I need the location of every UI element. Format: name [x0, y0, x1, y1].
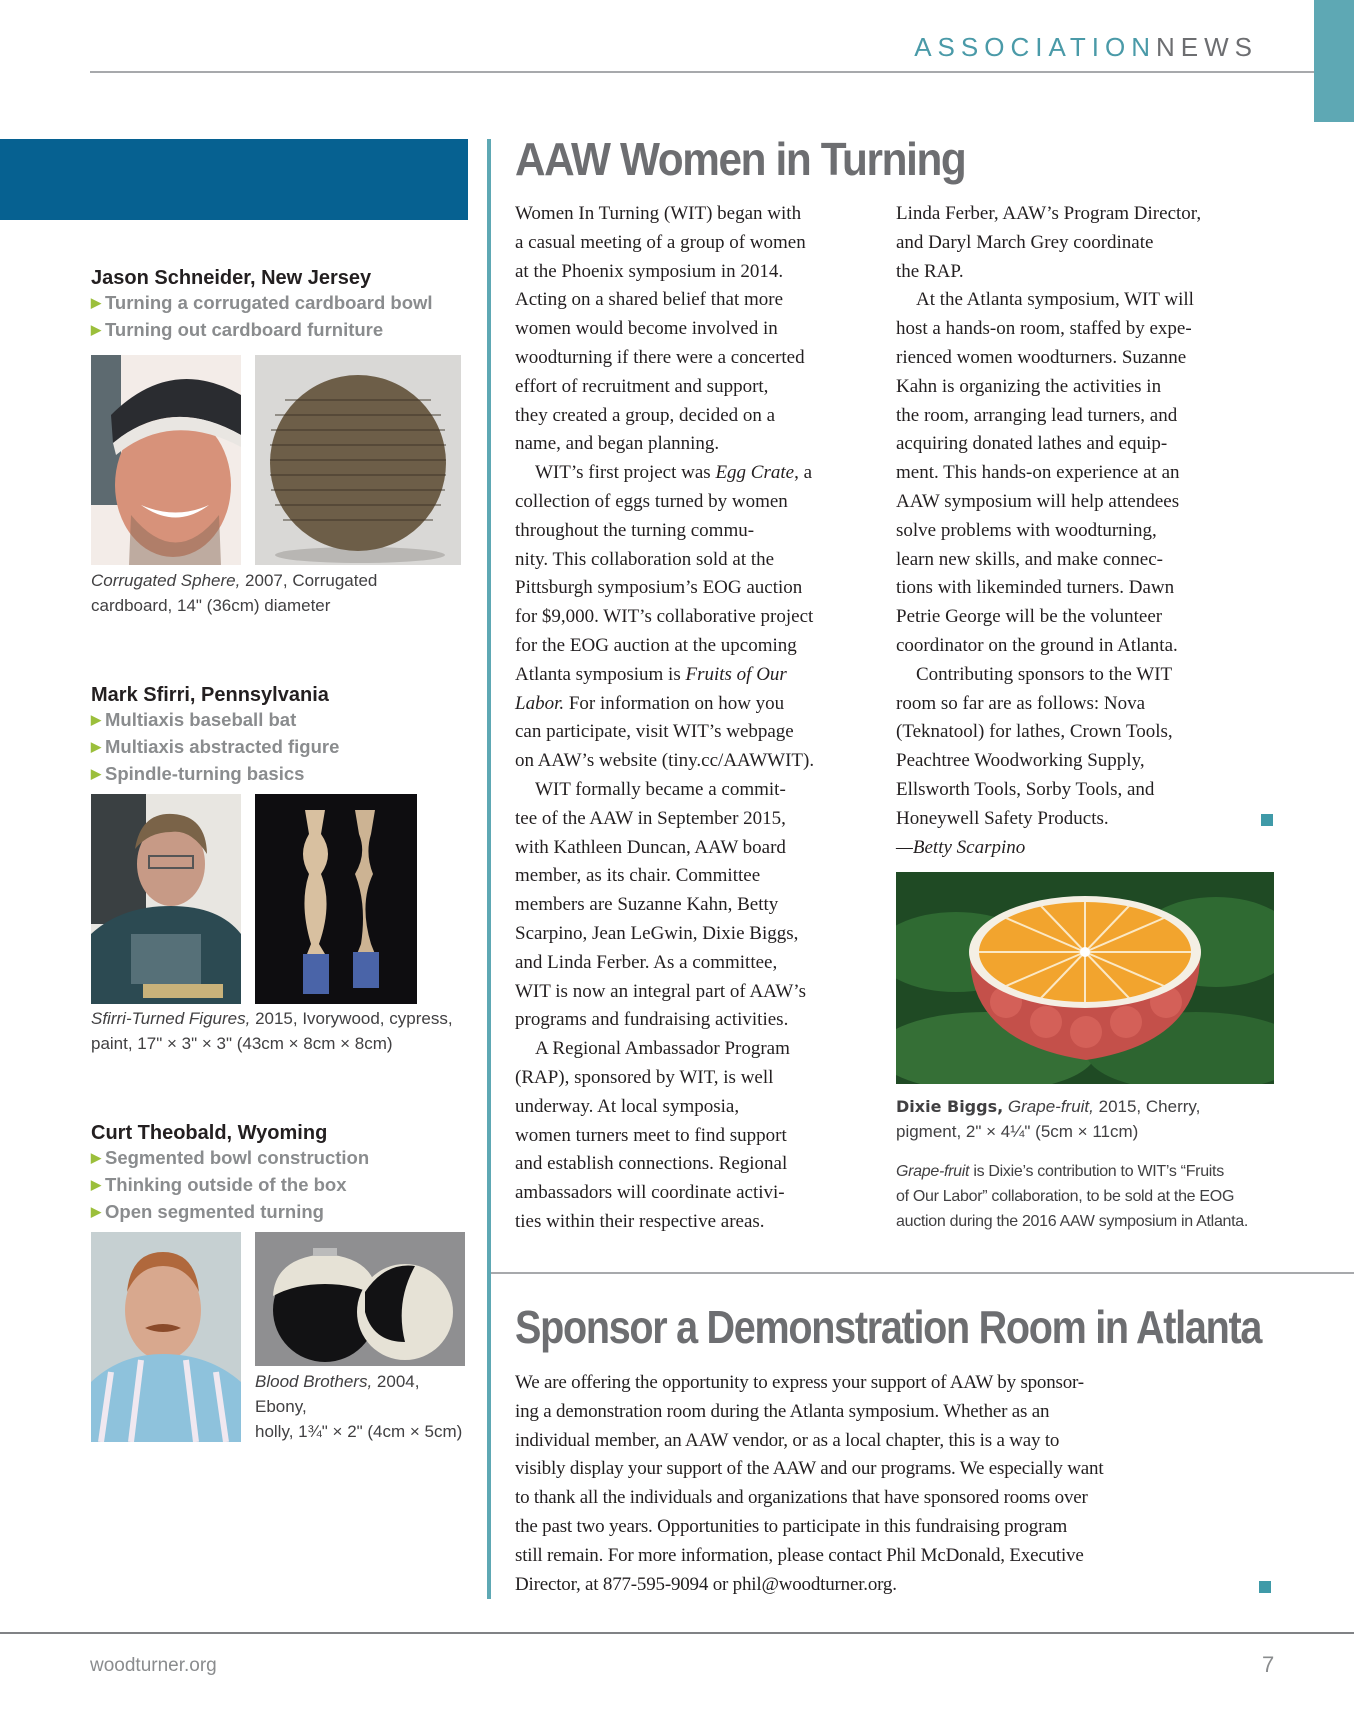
paragraph: WIT’s first project was Egg Crate, a collection of eggs turned by women throughout the turning commu- nity. This collaboration sold at the Pittsburgh symposium’s EOG auction for $9,000. WIT’s collaborative project for the EOG auction at the upcoming Atlanta symposium is Fruits of Our Labor. For information on how you can participate, visit WIT’s webpage on AAW’s website (tiny.cc/AAWWIT). — [515, 462, 815, 772]
speaker-name: Mark Sfirri, Pennsylvania — [91, 684, 329, 706]
sponsor-section-title: Sponsor a Demonstration Room in Atlanta — [515, 1301, 1262, 1353]
topic-item: ▶ Turning out cardboard furniture — [91, 319, 384, 340]
photo-grapefruit-bowl — [896, 872, 1274, 1084]
speaker-block — [91, 1121, 471, 1226]
triangle-bullet-icon: ▶ — [91, 1204, 101, 1219]
header-rule — [90, 71, 1314, 73]
photo-blood-brothers-vessels — [255, 1232, 465, 1366]
triangle-bullet-icon: ▶ — [91, 1150, 101, 1165]
triangle-bullet-icon: ▶ — [91, 322, 101, 337]
topic-item: ▶ Thinking outside of the box — [91, 1174, 347, 1195]
paragraph: Women In Turning (WIT) began with a casual meeting of a group of women at the Phoenix symposium in 2014. Acting on a shared belief that more women would become involved in woodturning if there were a concerted effort of recruitment and support, they created a group, decided on a name, and began planning. — [515, 203, 806, 455]
triangle-bullet-icon: ▶ — [91, 712, 101, 727]
triangle-bullet-icon: ▶ — [91, 766, 101, 781]
byline: —Betty Scarpino — [896, 836, 1026, 858]
article-column-1 — [515, 200, 885, 1237]
triangle-bullet-icon: ▶ — [91, 295, 101, 310]
artwork-caption: Corrugated Sphere, 2007, Corrugated cardboard, 14" (36cm) diameter — [91, 571, 378, 615]
topic-item: ▶ Turning a corrugated cardboard bowl — [91, 292, 433, 313]
photo-portrait-mark-sfirri — [91, 794, 241, 1004]
paragraph: Linda Ferber, AAW’s Program Director, and Daryl March Grey coordinate the RAP. — [896, 203, 1202, 282]
section-header — [914, 32, 1258, 63]
corner-tab — [1314, 0, 1354, 122]
end-of-article-square-icon — [1259, 1581, 1271, 1593]
article-column-2 — [896, 200, 1276, 862]
column-divider — [487, 139, 491, 1599]
topic-item: ▶ Multiaxis baseball bat — [91, 709, 297, 730]
photo-caption: Dixie Biggs, Grape-fruit, 2015, Cherry, pigment, 2" × 4¼" (5cm × 11cm) — [896, 1097, 1201, 1141]
photo-note: Grape-fruit is Dixie’s contribution to WIT’s “Fruits of Our Labor” collaboration, to be sold at the EOG auction during the 2016 AAW symposium in Atlanta. — [896, 1163, 1249, 1230]
triangle-bullet-icon: ▶ — [91, 739, 101, 754]
section-header-association: ASSOCIATION — [914, 32, 1156, 62]
article-title: AAW Women in Turning — [515, 133, 966, 185]
photo-portrait-curt-theobald — [91, 1232, 241, 1442]
photo-corrugated-sphere — [255, 355, 461, 565]
footer-website: woodturner.org — [90, 1655, 217, 1676]
speaker-name: Curt Theobald, Wyoming — [91, 1122, 328, 1144]
speaker-block — [91, 683, 471, 788]
paragraph: At the Atlanta symposium, WIT will host a hands-on room, staffed by expe- rienced women woodturners. Suzanne Kahn is organizing the activities in the room, arranging lead turners, and acquiring donated lathes and equip- ment. This hands-on experience at an AAW symposium will help attendees solve problems with woodturning, learn new skills, and make connec- tions with likeminded turners. Dawn Petrie George will be the volunteer coordinator on the ground in Atlanta. — [896, 289, 1194, 656]
paragraph: Contributing sponsors to the WIT room so far are as follows: Nova (Teknatool) for lathes, Crown Tools, Peachtree Woodworking Supply, Ellsworth Tools, Sorby Tools, and Honeywell Safety Products. — [896, 661, 1276, 834]
page-number: 7 — [1262, 1652, 1275, 1677]
section-separator — [491, 1272, 1354, 1274]
photo-turned-figures — [255, 794, 417, 1004]
paragraph: We are offering the opportunity to express your support of AAW by sponsor- ing a demonstration room during the Atlanta symposium. Whether as an individual member, an AAW vendor, or as a local chapter, this is a way to visibly display your support of the AAW and our programs. We especially want to thank all the individuals and organizations that have sponsored rooms over the past two years. Opportunities to participate in this fundraising program still remain. For more information, please contact Phil McDonald, Executive Director, at 877-595-9094 or phil@woodturner.org. — [515, 1369, 1275, 1599]
end-of-article-square-icon — [1261, 814, 1273, 826]
paragraph: WIT formally became a commit- tee of the AAW in September 2015, with Kathleen Duncan, AAW board member, as its chair. Committee members are Suzanne Kahn, Betty Scarpino, Jean LeGwin, Dixie Biggs, and Linda Ferber. As a committee, WIT is now an integral part of AAW’s programs and fundraising activities. — [515, 778, 806, 1031]
paragraph: A Regional Ambassador Program (RAP), sponsored by WIT, is well underway. At local symposia, women turners meet to find support and establish connections. Regional ambassadors will coordinate activi- ties within their respective areas. — [515, 1038, 790, 1232]
speaker-name: Jason Schneider, New Jersey — [91, 267, 372, 289]
topic-item: ▶ Multiaxis abstracted figure — [91, 736, 340, 757]
photo-portrait-jason-schneider — [91, 355, 241, 565]
speaker-block — [91, 266, 471, 344]
topic-item: ▶ Spindle-turning basics — [91, 763, 305, 784]
artwork-caption: Blood Brothers, 2004, Ebony, holly, 1¾" × 2" (4cm × 5cm) — [255, 1372, 463, 1441]
artwork-caption: Sfirri-Turned Figures, 2015, Ivorywood, cypress, paint, 17" × 3" × 3" (43cm × 8cm × 8cm) — [91, 1009, 453, 1053]
footer-rule — [0, 1632, 1354, 1634]
section-header-news: NEWS — [1156, 32, 1258, 62]
sponsor-body — [515, 1369, 1275, 1599]
topic-item: ▶ Segmented bowl construction — [91, 1147, 370, 1168]
topic-item: ▶ Open segmented turning — [91, 1201, 324, 1222]
sidebar-banner — [0, 139, 468, 220]
triangle-bullet-icon: ▶ — [91, 1177, 101, 1192]
